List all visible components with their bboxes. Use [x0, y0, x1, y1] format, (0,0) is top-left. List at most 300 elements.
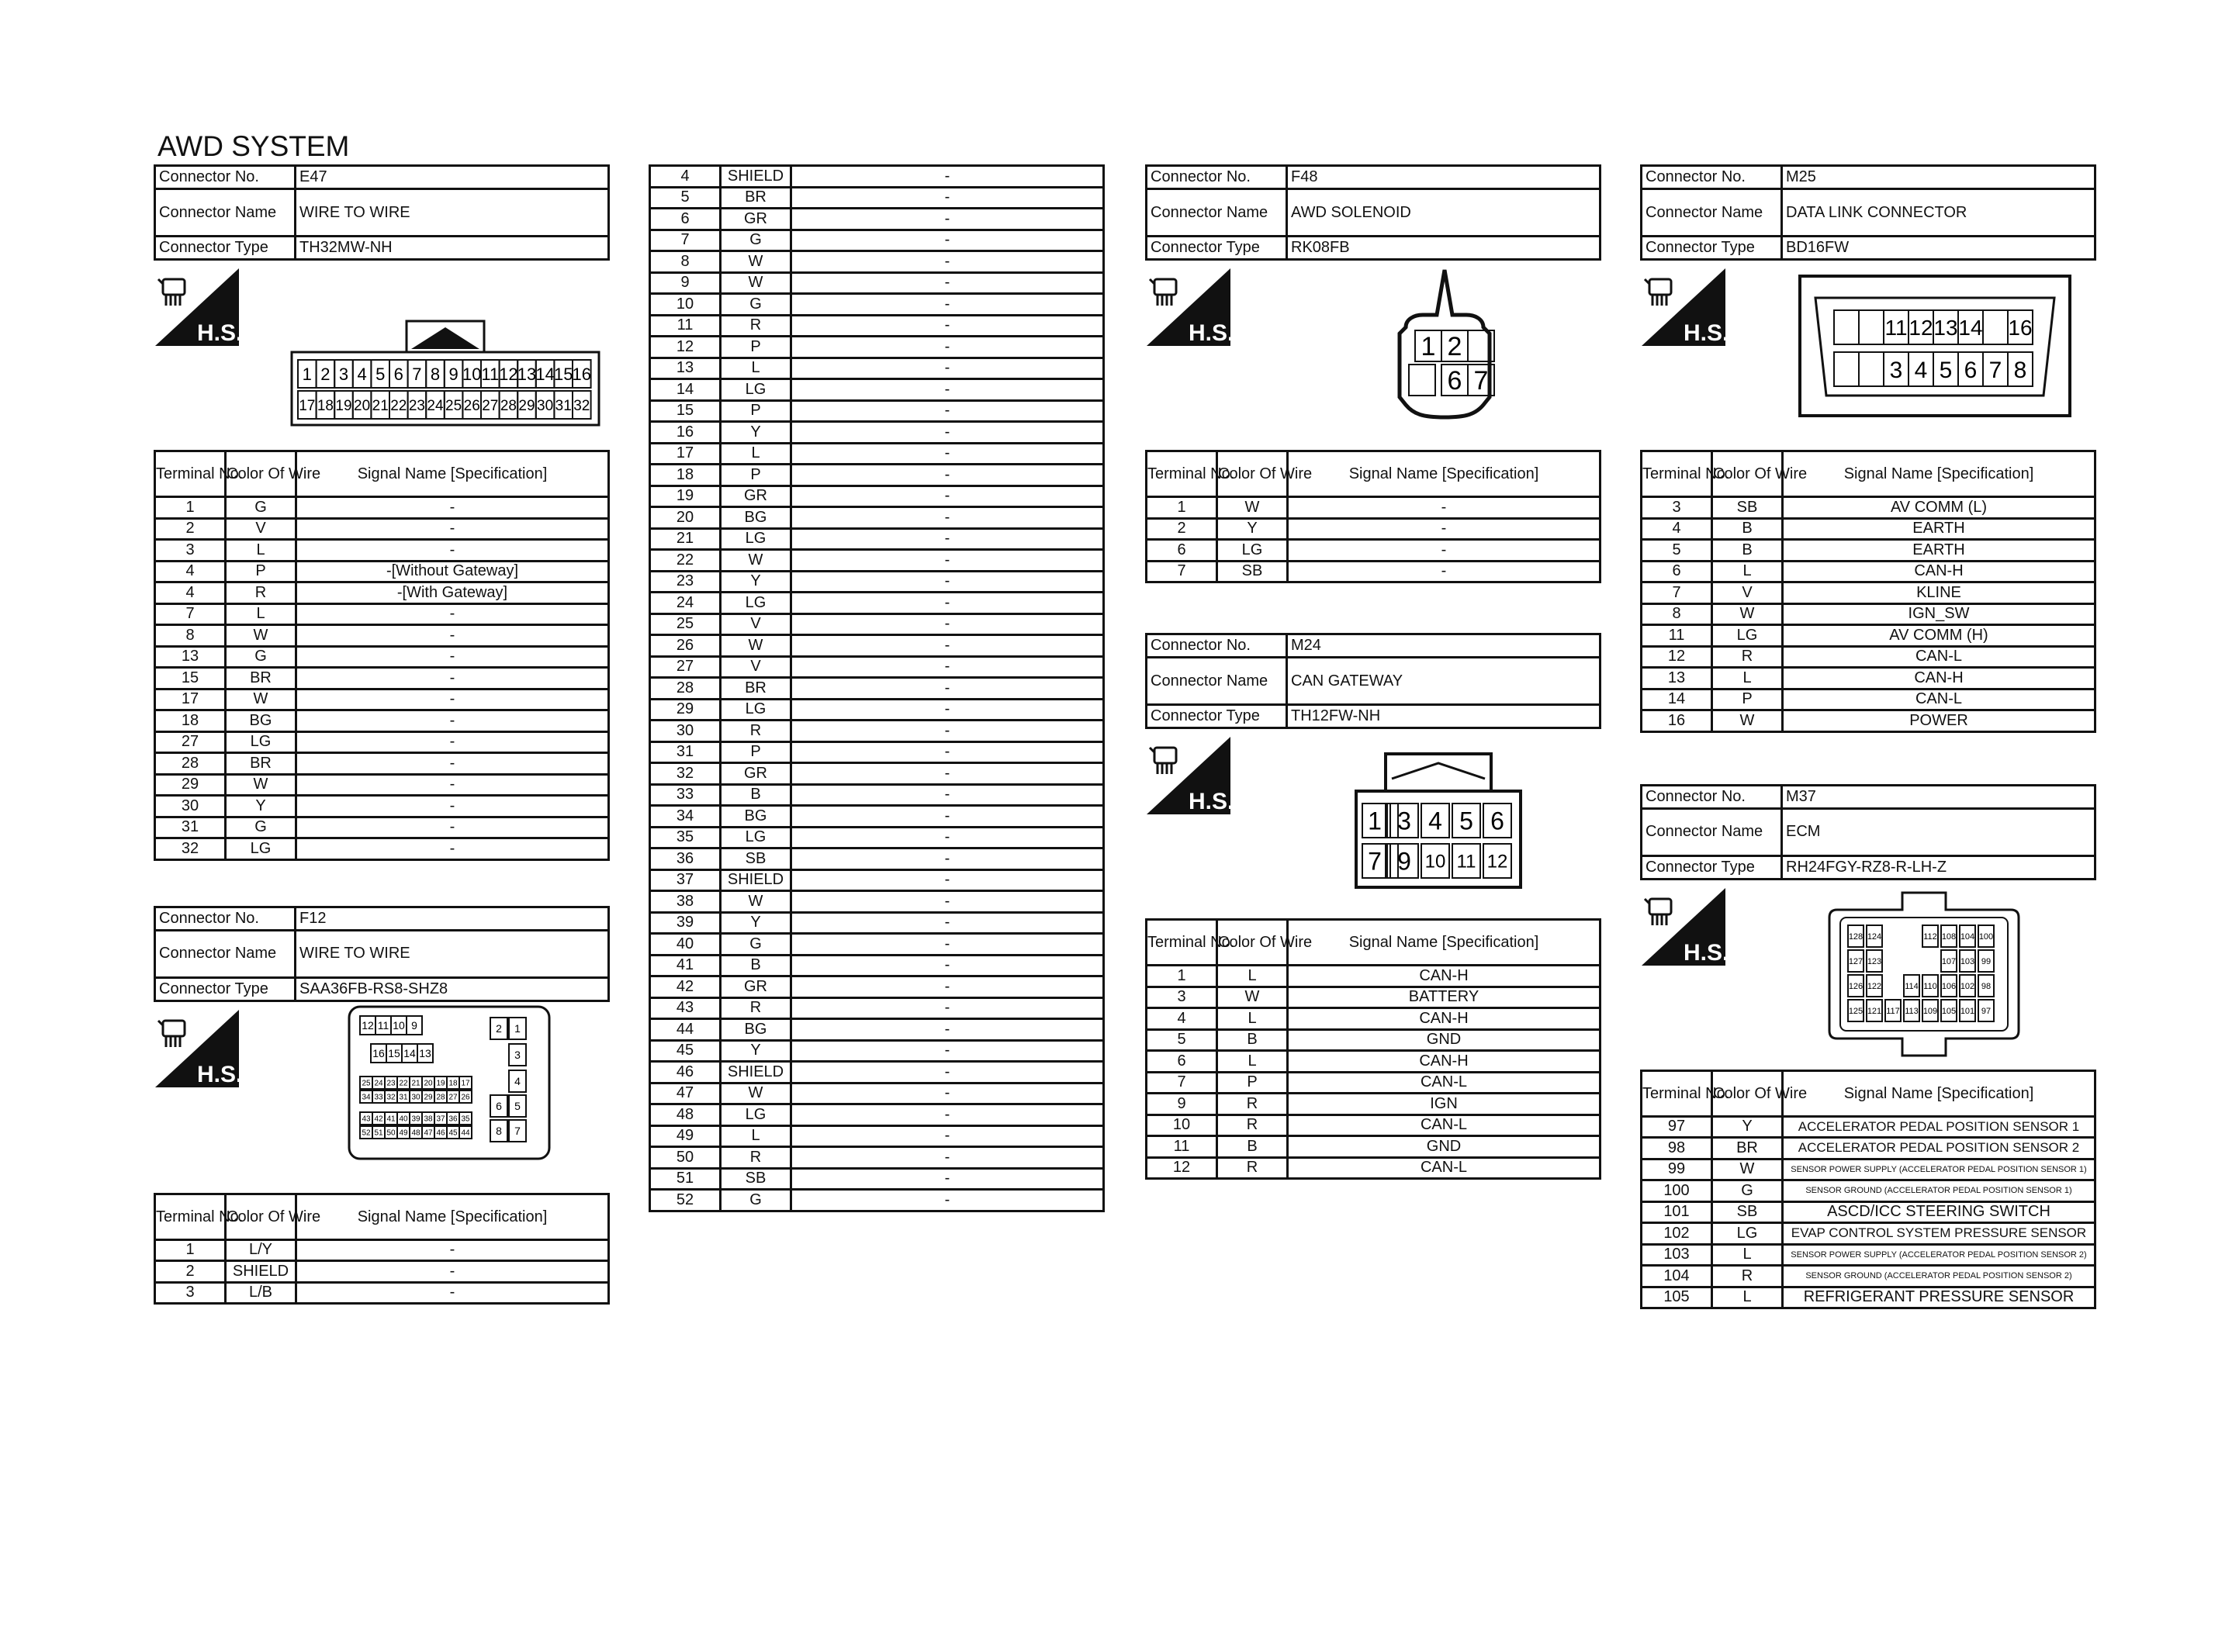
pin-number: 34 [362, 1093, 371, 1102]
signal-name-cell: - [791, 358, 1104, 379]
pin-number: 12 [1909, 316, 1933, 340]
connector-face-f48 [1375, 265, 1514, 420]
terminal-no-cell: 14 [650, 379, 721, 401]
wire-color-cell: B [1217, 1029, 1288, 1051]
pin-number: 6 [1447, 366, 1462, 396]
pin-number: 5 [1939, 357, 1953, 383]
signal-name-cell: - [296, 625, 609, 647]
connector-name-value: ECM [1782, 808, 2095, 855]
label-connector-type: Connector Type [1147, 237, 1287, 260]
terminal-row [1147, 497, 1601, 519]
pin-number: 99 [1981, 956, 1992, 966]
pin-number: 40 [399, 1115, 408, 1124]
signal-name-cell: - [791, 571, 1104, 593]
terminal-row [650, 934, 1104, 956]
connector-no-value: M24 [1287, 634, 1601, 658]
signal-name-cell: - [1288, 561, 1601, 582]
header-terminal-no: Terminal No. [1642, 1070, 1712, 1116]
terminal-row [1642, 497, 2095, 519]
signal-name-cell: CAN-H [1288, 1051, 1601, 1073]
pin-number: 38 [424, 1115, 433, 1124]
signal-name-cell: - [791, 784, 1104, 806]
wire-color-cell: BR [226, 668, 296, 689]
terminal-no-cell: 43 [650, 997, 721, 1019]
wire-color-cell: V [226, 518, 296, 540]
wire-color-cell: R [1712, 1266, 1783, 1287]
terminal-row [155, 497, 609, 519]
signal-name-cell: - [791, 400, 1104, 422]
wire-color-cell: P [721, 337, 791, 358]
wire-color-cell: L [1712, 668, 1783, 689]
pin-number: 123 [1867, 956, 1882, 966]
pin-number: 25 [445, 397, 462, 414]
pin-number: 1 [302, 364, 312, 384]
terminal-row [155, 774, 609, 796]
terminal-no-cell: 8 [1642, 603, 1712, 625]
pin-number: 114 [1905, 981, 1919, 991]
pin-number: 106 [1941, 981, 1957, 991]
pin-number: 3 [1397, 807, 1411, 835]
terminal-row [650, 869, 1104, 891]
signal-name-cell: - [791, 934, 1104, 956]
terminal-row [1147, 1072, 1601, 1094]
terminal-no-cell: 8 [650, 251, 721, 273]
signal-name-cell: - [791, 1062, 1104, 1083]
terminal-no-cell: 11 [1642, 625, 1712, 647]
pin-number: 6 [393, 364, 403, 384]
terminal-no-cell: 30 [650, 721, 721, 742]
pin-number: 104 [1960, 931, 1975, 942]
terminal-row [650, 294, 1104, 316]
terminal-row [650, 741, 1104, 763]
signal-name-cell: - [791, 869, 1104, 891]
terminal-no-cell: 13 [155, 646, 226, 668]
wire-color-cell: W [1712, 710, 1783, 732]
pin-number: 23 [386, 1079, 396, 1088]
signal-name-cell: - [791, 827, 1104, 848]
signal-name-cell: CAN-H [1288, 966, 1601, 987]
terminal-row [650, 1062, 1104, 1083]
connector-info-m25 [1640, 164, 2096, 261]
terminal-row [1147, 1008, 1601, 1030]
terminal-no-cell: 6 [1642, 561, 1712, 582]
terminal-no-cell: 12 [1642, 646, 1712, 668]
terminal-row [155, 753, 609, 775]
hs-harness-side-icon [1147, 268, 1234, 346]
terminal-no-cell: 18 [155, 710, 226, 732]
terminal-row [1147, 518, 1601, 540]
wire-color-cell: G [721, 294, 791, 316]
terminal-no-cell: 9 [650, 272, 721, 294]
header-color-of-wire: Color Of Wire [1217, 920, 1288, 966]
wire-color-cell: L [1217, 966, 1288, 987]
terminal-row [155, 518, 609, 540]
wire-color-cell: L [226, 603, 296, 625]
pin-number: 29 [424, 1093, 433, 1102]
terminal-row [650, 593, 1104, 614]
connector-name-value: DATA LINK CONNECTOR [1782, 189, 2095, 237]
pin-cell [1859, 310, 1884, 344]
terminal-row [650, 1125, 1104, 1147]
page-title: AWD SYSTEM [157, 130, 350, 162]
connector-diagram-f12 [154, 1002, 610, 1193]
terminal-row [650, 272, 1104, 294]
terminal-row [650, 1147, 1104, 1169]
terminal-no-cell: 3 [155, 1282, 226, 1304]
header-signal-name: Signal Name [Specification] [296, 451, 609, 497]
pin-number: 7 [1988, 357, 2002, 383]
terminal-no-cell: 27 [650, 656, 721, 678]
pin-number: 103 [1960, 956, 1975, 966]
pin-number: 35 [461, 1115, 470, 1124]
terminal-table-e47 [154, 450, 610, 861]
pin-number: 30 [411, 1093, 420, 1102]
terminal-no-cell: 7 [650, 230, 721, 251]
terminal-no-cell: 49 [650, 1125, 721, 1147]
terminal-table-m25 [1640, 450, 2096, 733]
pin-number: 5 [514, 1099, 521, 1112]
pin-number: 18 [448, 1079, 458, 1088]
terminal-row [155, 838, 609, 860]
signal-name-cell: - [296, 668, 609, 689]
wire-color-cell: B [1712, 518, 1783, 540]
wire-color-cell: LG [721, 827, 791, 848]
terminal-row [650, 806, 1104, 828]
pin-number: 1 [1421, 332, 1436, 362]
connector-type-value: SAA36FB-RS8-SHZ8 [296, 977, 609, 1001]
terminal-row [1642, 1244, 2095, 1266]
terminal-row [1147, 987, 1601, 1008]
pin-number: 41 [386, 1115, 396, 1124]
terminal-row [155, 1282, 609, 1304]
pin-number: 11 [377, 1018, 389, 1032]
pin-number: 12 [362, 1018, 374, 1032]
wire-color-cell: SB [1712, 1201, 1783, 1223]
wire-color-cell: W [226, 625, 296, 647]
signal-name-cell: - [791, 763, 1104, 785]
pin-cell [1859, 352, 1884, 386]
terminal-row [1642, 625, 2095, 647]
wire-color-cell: W [1217, 987, 1288, 1008]
terminal-row [650, 209, 1104, 230]
pin-number: 14 [403, 1046, 416, 1059]
terminal-row [650, 891, 1104, 913]
label-connector-type: Connector Type [155, 237, 296, 260]
wire-color-cell: L [721, 1125, 791, 1147]
signal-name-cell: GND [1288, 1029, 1601, 1051]
terminal-no-cell: 7 [1147, 1072, 1217, 1094]
pin-number: 9 [448, 364, 459, 384]
connector-type-value: TH12FW-NH [1287, 705, 1601, 728]
pin-number: 97 [1981, 1006, 1992, 1016]
label-connector-type: Connector Type [1642, 855, 1782, 879]
terminal-row [1642, 689, 2095, 710]
terminal-no-cell: 7 [1642, 582, 1712, 604]
wire-color-cell: L [1712, 1244, 1783, 1266]
signal-name-cell: - [791, 486, 1104, 507]
column-e47-f12 [154, 164, 610, 1305]
connector-diagram-m37 [1640, 880, 2096, 1070]
signal-name-cell: - [791, 443, 1104, 465]
terminal-row [1642, 1159, 2095, 1180]
wire-color-cell: V [1712, 582, 1783, 604]
terminal-no-cell: 3 [1147, 987, 1217, 1008]
pin-number: 10 [1424, 851, 1446, 873]
wire-color-cell: R [721, 721, 791, 742]
wire-color-cell: Y [721, 912, 791, 934]
terminal-row [650, 656, 1104, 678]
wire-color-cell: W [1712, 603, 1783, 625]
terminal-no-cell: 18 [650, 465, 721, 486]
wire-color-cell: LG [1712, 625, 1783, 647]
pin-number: 14 [1958, 316, 1983, 340]
signal-name-cell: - [791, 166, 1104, 188]
wire-color-cell: G [721, 934, 791, 956]
terminal-no-cell: 104 [1642, 1266, 1712, 1287]
wire-color-cell: W [721, 1083, 791, 1104]
pin-number: 101 [1960, 1006, 1975, 1016]
svg-text:H.S.: H.S. [197, 320, 243, 346]
header-terminal-no: Terminal No. [1642, 451, 1712, 497]
signal-name-cell: - [296, 731, 609, 753]
signal-name-cell: CAN-H [1783, 668, 2095, 689]
pin-number: 30 [537, 397, 554, 414]
wire-color-cell: L [1217, 1008, 1288, 1030]
signal-name-cell: BATTERY [1288, 987, 1601, 1008]
signal-name-cell: - [296, 540, 609, 562]
terminal-row [155, 1239, 609, 1261]
terminal-no-cell: 24 [650, 593, 721, 614]
pin-number: 113 [1905, 1006, 1919, 1016]
terminal-table-f12 [154, 1193, 610, 1305]
pin-number: 8 [496, 1124, 502, 1137]
terminal-no-cell: 12 [1147, 1157, 1217, 1179]
terminal-row [650, 699, 1104, 721]
terminal-no-cell: 45 [650, 1040, 721, 1062]
terminal-no-cell: 1 [155, 1239, 226, 1261]
pin-number: 117 [1886, 1006, 1900, 1016]
signal-name-cell: - [791, 721, 1104, 742]
signal-name-cell: - [791, 1125, 1104, 1147]
terminal-row [650, 955, 1104, 976]
pin-number: 5 [1459, 807, 1473, 835]
connector-no-value: M37 [1782, 785, 2095, 808]
pin-number: 6 [1490, 807, 1504, 835]
terminal-no-cell: 42 [650, 976, 721, 998]
terminal-no-cell: 4 [155, 582, 226, 604]
terminal-row [650, 379, 1104, 401]
pin-number: 27 [448, 1093, 458, 1102]
wire-color-cell: BG [721, 507, 791, 529]
terminal-row [650, 486, 1104, 507]
terminal-no-cell: 101 [1642, 1201, 1712, 1223]
pin-number: 11 [1456, 851, 1476, 873]
terminal-row [650, 1190, 1104, 1211]
terminal-table-f48 [1145, 450, 1601, 583]
terminal-row [155, 1261, 609, 1283]
terminal-no-cell: 3 [155, 540, 226, 562]
pin-number: 98 [1981, 981, 1992, 991]
terminal-no-cell: 26 [650, 635, 721, 657]
pin-number: 52 [362, 1128, 371, 1138]
header-terminal-no: Terminal No. [1147, 920, 1217, 966]
terminal-no-cell: 2 [1147, 518, 1217, 540]
label-connector-no: Connector No. [1642, 785, 1782, 808]
terminal-row [650, 443, 1104, 465]
terminal-no-cell: 17 [650, 443, 721, 465]
pin-number: 22 [399, 1079, 408, 1088]
signal-name-cell: - [791, 699, 1104, 721]
terminal-row [1642, 540, 2095, 562]
connector-face-e47 [290, 320, 600, 428]
terminal-row [1147, 1136, 1601, 1158]
terminal-row [650, 187, 1104, 209]
column-m25-m37 [1640, 164, 2096, 1309]
wire-color-cell: G [226, 817, 296, 838]
terminal-row [650, 976, 1104, 998]
pin-cell [1834, 310, 1859, 344]
svg-text:H.S.: H.S. [197, 1061, 243, 1087]
terminal-row [1147, 1051, 1601, 1073]
signal-name-cell: - [296, 1282, 609, 1304]
wire-color-cell: G [226, 646, 296, 668]
terminal-row [1642, 561, 2095, 582]
pin-number: 44 [461, 1128, 470, 1138]
connector-diagram-m25 [1640, 261, 2096, 450]
signal-name-cell: - [296, 817, 609, 838]
terminal-row [650, 912, 1104, 934]
signal-name-cell: REFRIGERANT PRESSURE SENSOR [1783, 1287, 2095, 1308]
pin-number: 9 [411, 1018, 417, 1032]
pin-cell [1834, 352, 1859, 386]
signal-name-cell: SENSOR POWER SUPPLY (ACCELERATOR PEDAL POSITION SENSOR 1) [1783, 1159, 2095, 1180]
pin-number: 10 [393, 1018, 405, 1032]
terminal-no-cell: 50 [650, 1147, 721, 1169]
terminal-no-cell: 8 [155, 625, 226, 647]
connector-name-value: WIRE TO WIRE [296, 930, 609, 977]
terminal-no-cell: 11 [1147, 1136, 1217, 1158]
signal-name-cell: EARTH [1783, 518, 2095, 540]
terminal-row [155, 668, 609, 689]
signal-name-cell: - [791, 656, 1104, 678]
pin-number: 32 [386, 1093, 396, 1102]
wire-color-cell: W [226, 689, 296, 710]
wire-color-cell: GR [721, 976, 791, 998]
wire-color-cell: R [721, 1147, 791, 1169]
pin-number: 109 [1922, 1006, 1938, 1016]
hs-harness-side-icon [155, 1010, 243, 1087]
pin-number: 33 [374, 1093, 383, 1102]
terminal-row [650, 251, 1104, 273]
signal-name-cell: ACCELERATOR PEDAL POSITION SENSOR 2 [1783, 1138, 2095, 1160]
pin-number: 36 [448, 1115, 458, 1124]
signal-name-cell: SENSOR GROUND (ACCELERATOR PEDAL POSITION SENSOR 2) [1783, 1266, 2095, 1287]
pin-number: 3 [1889, 357, 1903, 383]
terminal-no-cell: 36 [650, 848, 721, 870]
connector-name-value: CAN GATEWAY [1287, 658, 1601, 705]
signal-name-cell: - [296, 753, 609, 775]
terminal-row [1642, 710, 2095, 732]
wire-color-cell: L [1712, 1287, 1783, 1308]
pin-number: 31 [399, 1093, 408, 1102]
wire-color-cell: B [721, 955, 791, 976]
wire-color-cell: V [721, 613, 791, 635]
pin-number: 2 [1447, 332, 1462, 362]
signal-name-cell: CAN-L [1783, 689, 2095, 710]
signal-name-cell: KLINE [1783, 582, 2095, 604]
svg-text:H.S.: H.S. [1684, 939, 1729, 966]
wire-color-cell: W [1712, 1159, 1783, 1180]
terminal-no-cell: 51 [650, 1168, 721, 1190]
signal-name-cell: - [791, 997, 1104, 1019]
signal-name-cell: - [791, 635, 1104, 657]
terminal-row [155, 817, 609, 838]
terminal-no-cell: 32 [650, 763, 721, 785]
wire-color-cell: R [1217, 1094, 1288, 1115]
pin-number: 13 [517, 364, 537, 384]
terminal-row [650, 528, 1104, 550]
signal-name-cell: -[Without Gateway] [296, 561, 609, 582]
connector-no-value: E47 [296, 166, 609, 189]
terminal-no-cell: 31 [650, 741, 721, 763]
terminal-no-cell: 15 [650, 400, 721, 422]
terminal-no-cell: 2 [155, 1261, 226, 1283]
pin-number: 3 [338, 364, 349, 384]
wire-color-cell: G [226, 497, 296, 519]
wire-color-cell: Y [721, 571, 791, 593]
terminal-row [650, 635, 1104, 657]
wire-color-cell: B [721, 784, 791, 806]
terminal-row [1642, 1180, 2095, 1202]
signal-name-cell: - [791, 251, 1104, 273]
pin-number: 24 [427, 397, 444, 414]
terminal-row [650, 337, 1104, 358]
terminal-row [1642, 518, 2095, 540]
signal-name-cell: SENSOR POWER SUPPLY (ACCELERATOR PEDAL POSITION SENSOR 2) [1783, 1244, 2095, 1266]
terminal-no-cell: 5 [650, 187, 721, 209]
terminal-no-cell: 29 [155, 774, 226, 796]
pin-number: 107 [1941, 956, 1957, 966]
pin-number: 7 [412, 364, 422, 384]
label-connector-name: Connector Name [1147, 658, 1287, 705]
pin-number: 6 [1964, 357, 1978, 383]
terminal-no-cell: 52 [650, 1190, 721, 1211]
header-color-of-wire: Color Of Wire [226, 1194, 296, 1239]
terminal-no-cell: 38 [650, 891, 721, 913]
terminal-row [155, 689, 609, 710]
label-connector-no: Connector No. [1147, 634, 1287, 658]
pin-number: 20 [424, 1079, 433, 1088]
pin-number: 8 [2013, 357, 2027, 383]
wire-color-cell: R [226, 582, 296, 604]
header-signal-name: Signal Name [Specification] [296, 1194, 609, 1239]
terminal-no-cell: 44 [650, 1019, 721, 1041]
connector-info-f48 [1145, 164, 1601, 261]
wire-color-cell: V [721, 656, 791, 678]
terminal-no-cell: 28 [650, 678, 721, 700]
terminal-row [1147, 561, 1601, 582]
wire-color-cell: R [1712, 646, 1783, 668]
terminal-no-cell: 22 [650, 550, 721, 572]
wire-color-cell: R [721, 315, 791, 337]
pin-number: 47 [424, 1128, 433, 1138]
svg-text:H.S.: H.S. [1189, 320, 1234, 346]
wire-color-cell: BG [721, 1019, 791, 1041]
connector-type-value: BD16FW [1782, 237, 2095, 260]
pin-number: 17 [461, 1079, 470, 1088]
wire-color-cell: W [721, 251, 791, 273]
wire-color-cell: LG [1712, 1223, 1783, 1245]
